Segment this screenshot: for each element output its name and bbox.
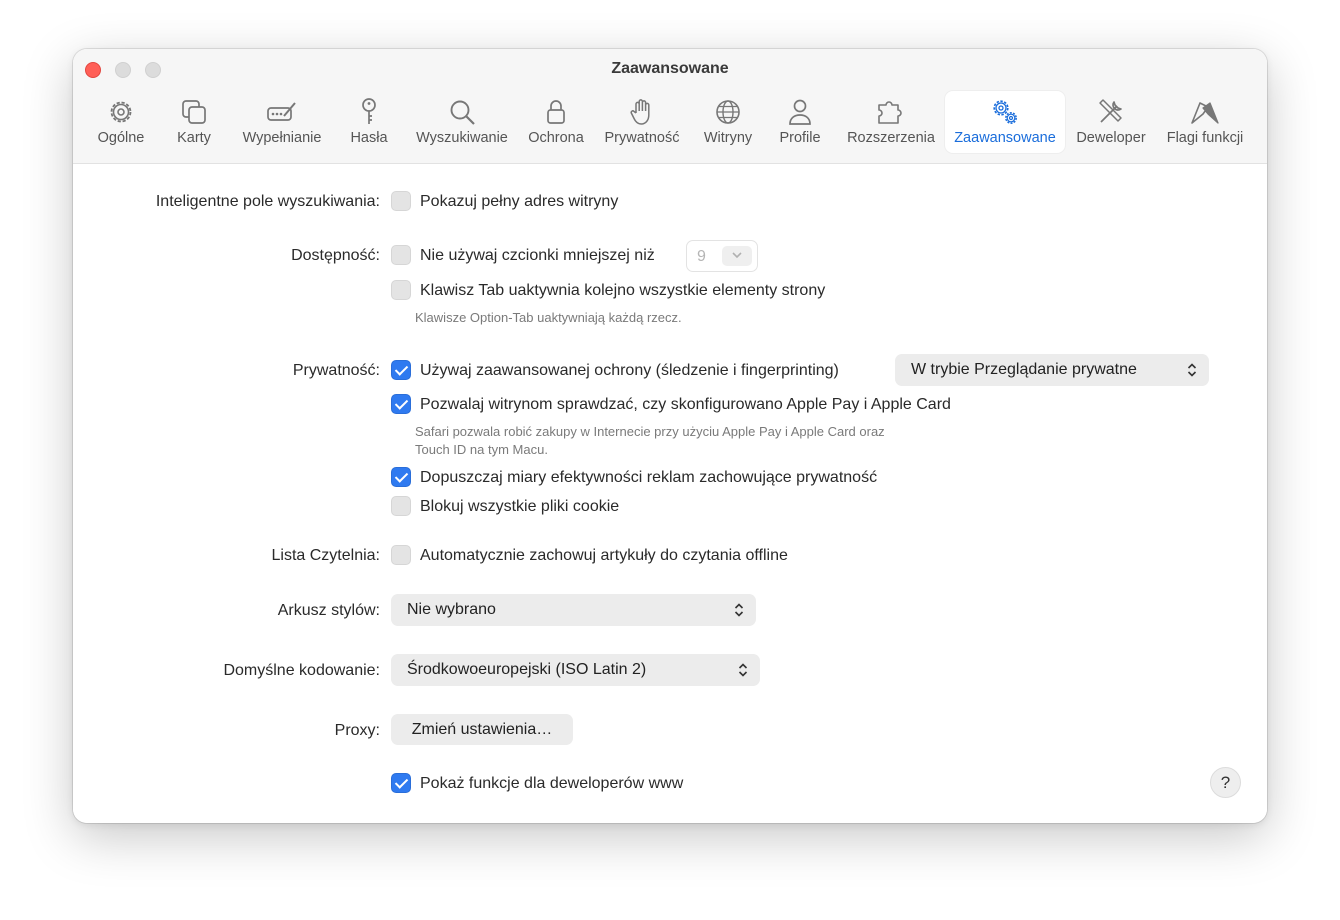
flags-icon <box>1190 97 1220 127</box>
encoding-label: Domyślne kodowanie: <box>223 662 380 679</box>
tab-tabs[interactable] <box>163 91 225 153</box>
privacy-label: Prywatność: <box>292 362 380 379</box>
tab-label: Flagi funkcji <box>1166 130 1244 146</box>
min-font-size-value: 9 <box>697 248 706 265</box>
save-offline-checkbox[interactable] <box>391 545 411 565</box>
apple-pay-text: Pozwalaj witrynom sprawdzać, czy skonfigurowano Apple Pay i Apple Card <box>420 396 951 413</box>
advanced-settings-pane <box>73 164 1267 823</box>
min-font-text: Nie używaj czcionki mniejszej niż <box>420 247 655 264</box>
gears-icon <box>990 97 1020 127</box>
tab-highlights-text: Klawisz Tab uaktywnia kolejno wszystkie elementy strony <box>420 282 826 299</box>
advanced-protection-checkbox[interactable] <box>391 360 411 380</box>
accessibility-note: Klawisze Option-Tab uaktywniają każdą rzecz. <box>415 310 682 325</box>
gear-icon <box>106 97 136 127</box>
key-icon <box>354 97 384 127</box>
tab-developer[interactable] <box>1071 91 1151 153</box>
style-sheet-value: Nie wybrano <box>407 601 496 618</box>
tab-advanced[interactable] <box>945 91 1065 153</box>
accessibility-label: Dostępność: <box>291 247 380 264</box>
titlebar <box>73 49 1267 164</box>
apple-pay-checkbox[interactable] <box>391 394 411 414</box>
lock-icon <box>541 97 571 127</box>
reading-list-label: Lista Czytelnia: <box>271 547 380 564</box>
tab-label: Profile <box>779 130 821 146</box>
tab-general[interactable] <box>84 91 158 153</box>
tab-label: Hasła <box>350 130 388 146</box>
tab-label: Deweloper <box>1076 130 1146 146</box>
chevron-updown-icon <box>1187 363 1197 377</box>
tab-extensions[interactable] <box>840 91 942 153</box>
encoding-value: Środkowoeuropejski (ISO Latin 2) <box>407 661 647 678</box>
min-font-checkbox[interactable] <box>391 245 411 265</box>
protection-mode-value: W trybie Przeglądanie prywatne <box>911 361 1137 378</box>
tab-label: Ogólne <box>97 130 145 146</box>
ad-measurement-checkbox[interactable] <box>391 467 411 487</box>
tab-highlights-checkbox[interactable] <box>391 280 411 300</box>
help-button[interactable]: ? <box>1210 767 1241 798</box>
tab-label: Wypełnianie <box>242 130 322 146</box>
tabs-icon <box>179 97 209 127</box>
apple-pay-note-line-1: Safari pozwala robić zakupy w Internecie przy użyciu Apple Pay i Apple Card oraz <box>415 424 885 439</box>
block-cookies-checkbox[interactable] <box>391 496 411 516</box>
globe-icon <box>713 97 743 127</box>
tab-autofill[interactable] <box>233 91 331 153</box>
puzzle-icon <box>876 97 906 127</box>
hand-icon <box>627 97 657 127</box>
tools-icon <box>1096 97 1126 127</box>
min-font-size-select[interactable] <box>686 240 758 272</box>
ad-measurement-text: Dopuszczaj miary efektywności reklam zachowujące prywatność <box>420 469 878 486</box>
style-sheet-label: Arkusz stylów: <box>277 602 380 619</box>
tab-profiles[interactable] <box>769 91 831 153</box>
tab-label: Rozszerzenia <box>847 130 935 146</box>
tab-label: Witryny <box>703 130 753 146</box>
style-sheet-popup[interactable] <box>391 594 756 626</box>
block-cookies-text: Blokuj wszystkie pliki cookie <box>420 498 620 515</box>
apple-pay-note-line-2: Touch ID na tym Macu. <box>415 442 548 457</box>
min-font-size-dropdown[interactable] <box>722 246 752 266</box>
tab-label: Wyszukiwanie <box>416 130 508 146</box>
tab-feature-flags[interactable] <box>1158 91 1252 153</box>
tab-websites[interactable] <box>694 91 762 153</box>
person-icon <box>785 97 815 127</box>
chevron-updown-icon <box>738 663 748 677</box>
save-offline-text: Automatycznie zachowuj artykuły do czytania offline <box>420 547 788 564</box>
chevron-updown-icon <box>734 603 744 617</box>
tab-label: Prywatność <box>604 130 680 146</box>
protection-mode-popup[interactable] <box>895 354 1209 386</box>
show-full-address-checkbox[interactable] <box>391 191 411 211</box>
window-title: Zaawansowane <box>611 60 729 77</box>
encoding-popup[interactable] <box>391 654 760 686</box>
tab-label: Ochrona <box>528 130 584 146</box>
developer-features-checkbox[interactable] <box>391 773 411 793</box>
proxy-label: Proxy: <box>334 722 380 739</box>
tab-security[interactable] <box>521 91 591 153</box>
show-full-address-text: Pokazuj pełny adres witryny <box>420 193 619 210</box>
chevron-down-icon <box>732 252 742 259</box>
tab-privacy[interactable] <box>597 91 687 153</box>
settings-window <box>73 49 1267 823</box>
tab-label: Zaawansowane <box>954 130 1056 146</box>
autofill-icon <box>267 97 297 127</box>
developer-features-text: Pokaż funkcje dla deweloperów www <box>420 775 684 792</box>
search-icon <box>447 97 477 127</box>
change-proxy-settings-button[interactable]: Zmień ustawienia… <box>391 714 573 745</box>
preferences-toolbar <box>73 89 1267 155</box>
tab-search[interactable] <box>409 91 515 153</box>
smart-search-label: Inteligentne pole wyszukiwania: <box>155 193 380 210</box>
tab-label: Karty <box>177 130 211 146</box>
tab-passwords[interactable] <box>338 91 400 153</box>
advanced-protection-text: Używaj zaawansowanej ochrony (śledzenie i fingerprinting) <box>420 362 839 379</box>
